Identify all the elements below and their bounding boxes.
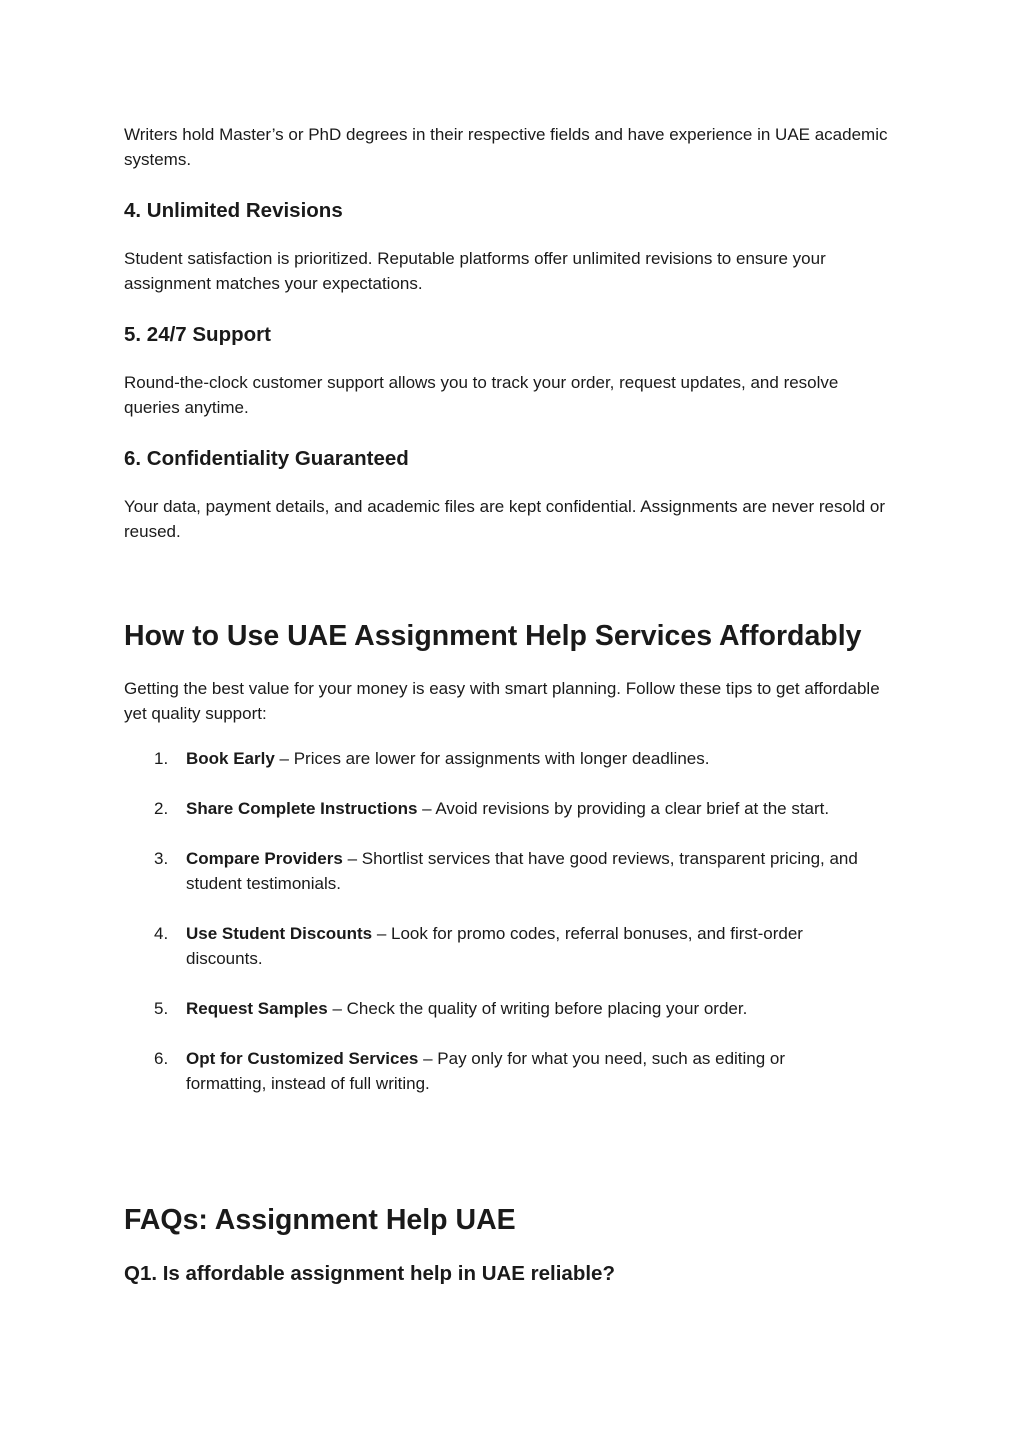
tip-text: – Shortlist services that have good reviews, transparent pricing, and student testimonials. [186, 849, 858, 893]
section-heading-how-to: How to Use UAE Assignment Help Services Affordably [124, 620, 862, 652]
tip-number: 4. [154, 924, 169, 943]
tip-number: 2. [154, 799, 169, 818]
how-to-intro: Getting the best value for your money is easy with smart planning. Follow these tips to get affordable yet quality support: [124, 679, 880, 723]
tip-text: – Check the quality of writing before placing your order. [327, 999, 748, 1018]
feature-heading-revisions: 4. Unlimited Revisions [124, 199, 343, 222]
tip-text: – Prices are lower for assignments with longer deadlines. [274, 749, 710, 768]
tip-title: Use Student Discounts [186, 924, 373, 943]
tip-title: Opt for Customized Services [186, 1049, 419, 1068]
feature-body-confidentiality: Your data, payment details, and academic files are kept confidential. Assignments are never resold or reused. [124, 497, 886, 541]
tip-title: Book Early [186, 749, 275, 768]
list-item [124, 996, 904, 1021]
list-item [124, 921, 904, 971]
feature-body-support: Round-the-clock customer support allows you to track your order, request updates, and resolve queries anytime. [124, 373, 839, 417]
intro-paragraph: Writers hold Master’s or PhD degrees in their respective fields and have experience in UAE academic systems. [124, 125, 888, 169]
list-item [124, 846, 904, 896]
tip-number: 5. [154, 999, 169, 1018]
list-item [124, 1046, 904, 1096]
document-page [124, 122, 904, 1287]
feature-heading-confidentiality: 6. Confidentiality Guaranteed [124, 447, 409, 470]
list-item [124, 746, 904, 771]
section-heading-faqs: FAQs: Assignment Help UAE [124, 1204, 516, 1236]
tips-list [124, 746, 904, 1096]
list-item [124, 796, 904, 821]
tip-title: Share Complete Instructions [186, 799, 418, 818]
tip-text: – Pay only for what you need, such as editing or formatting, instead of full writing. [186, 1049, 786, 1093]
tip-title: Request Samples [186, 999, 328, 1018]
tip-number: 6. [154, 1049, 169, 1068]
tip-number: 3. [154, 849, 169, 868]
tip-text: – Avoid revisions by providing a clear brief at the start. [417, 799, 830, 818]
tip-text: – Look for promo codes, referral bonuses, and first-order discounts. [186, 924, 803, 968]
feature-heading-support: 5. 24/7 Support [124, 323, 271, 346]
feature-body-revisions: Student satisfaction is prioritized. Reputable platforms offer unlimited revisions to ensure your assignment matches your expectations. [124, 249, 826, 293]
tip-number: 1. [154, 749, 169, 768]
faq-question-1: Q1. Is affordable assignment help in UAE reliable? [124, 1262, 615, 1285]
tip-title: Compare Providers [186, 849, 343, 868]
